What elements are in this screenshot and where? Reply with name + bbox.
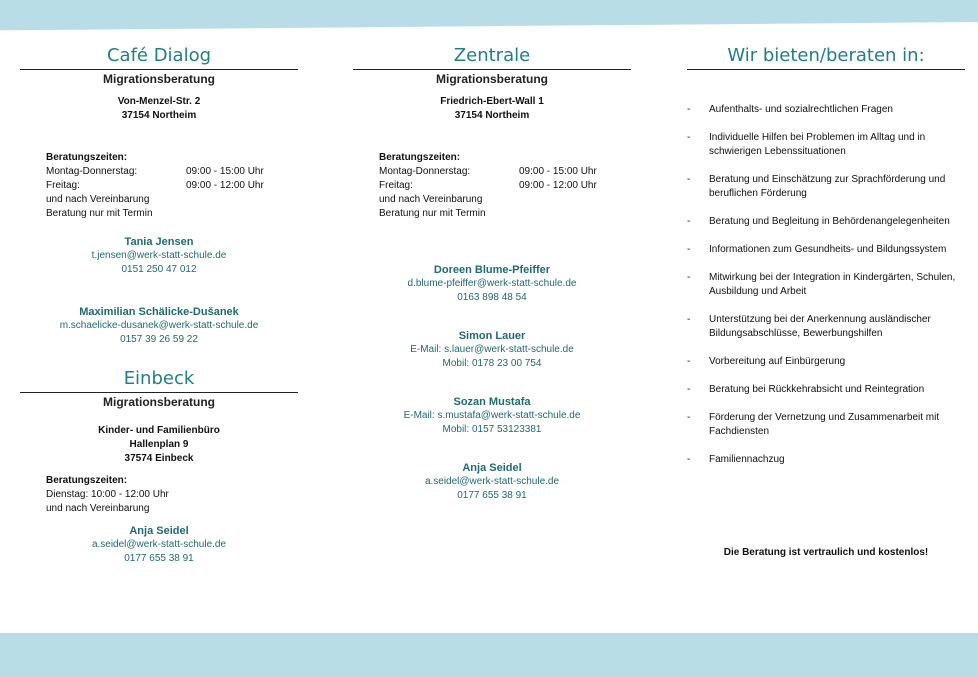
cafe-note: Beratung nur mit Termin [46, 208, 153, 219]
contact-card [353, 329, 631, 371]
cafe-title: Café Dialog [106, 45, 212, 66]
closing-note: Die Beratung ist vertraulich und kostenlos! [723, 547, 929, 558]
offers-title: Wir bieten/beraten in: [727, 45, 925, 66]
bottom-band [0, 633, 978, 677]
contact-name: Maximilian Schälicke-Dušanek [79, 306, 239, 318]
zentrale-note: und nach Vereinbarung [379, 194, 483, 205]
list-item: - Aufenthalts- und sozialrechtlichen Fragen [687, 103, 965, 117]
contact-card [20, 305, 298, 347]
einbeck-subtitle: Migrationsberatung [102, 395, 215, 409]
cafe-note: und nach Vereinbarung [46, 194, 150, 205]
offers-list [687, 103, 965, 467]
contact-card [20, 235, 298, 277]
contact-name: Anja Seidel [462, 462, 522, 474]
list-item: - Familiennachzug [687, 453, 965, 467]
einbeck-org: Kinder- und Familienbüro [98, 425, 220, 436]
list-item: - Mitwirkung bei der Integration in Kindergärten, Schulen, Ausbildung und Arbeit [687, 271, 965, 299]
zentrale-city: 37154 Northeim [454, 110, 530, 121]
zentrale-street: Friedrich-Ebert-Wall 1 [440, 96, 544, 107]
zentrale-hours-day: Freitag: [379, 180, 413, 191]
contact-phone[interactable]: 0163 898 48 54 [457, 292, 527, 303]
contact-name: Simon Lauer [458, 330, 526, 342]
einbeck-hours-label: Beratungszeiten: [46, 475, 128, 486]
einbeck-divider [20, 392, 298, 393]
zentrale-subtitle: Migrationsberatung [435, 72, 548, 86]
einbeck-hours [20, 474, 298, 516]
contact-name: Doreen Blume-Pfeiffer [433, 264, 551, 276]
contact-email[interactable]: a.seidel@werk-statt-schule.de [91, 539, 227, 550]
contact-phone[interactable]: 0177 655 38 91 [457, 490, 527, 501]
contact-card [353, 263, 631, 305]
contact-card [353, 395, 631, 437]
contact-name: Tania Jensen [124, 236, 194, 248]
cafe-divider [20, 69, 298, 70]
cafe-hours [20, 151, 298, 221]
zentrale-hours [353, 151, 631, 221]
contact-email[interactable]: t.jensen@werk-statt-schule.de [91, 250, 227, 261]
zentrale-note: Beratung nur mit Termin [379, 208, 486, 219]
zentrale-hours-label: Beratungszeiten: [379, 152, 461, 163]
list-item: - Beratung bei Rückkehrabsicht und Reintegration [687, 383, 965, 397]
einbeck-city: 37574 Einbeck [124, 453, 194, 464]
contact-email[interactable]: a.seidel@werk-statt-schule.de [424, 476, 560, 487]
cafe-city: 37154 Northeim [121, 110, 197, 121]
einbeck-title: Einbeck [123, 368, 195, 389]
einbeck-hours-line: Dienstag: 10:00 - 12:00 Uhr [46, 489, 169, 500]
column-cafe-dialog [20, 44, 298, 566]
cafe-hours-time: 09:00 - 15:00 Uhr [186, 166, 264, 177]
list-item: - Beratung und Einschätzung zur Sprachförderung und beruflichen Förderung [687, 173, 965, 201]
cafe-subtitle: Migrationsberatung [102, 72, 215, 86]
contact-phone[interactable]: 0151 250 47 012 [121, 264, 197, 275]
contact-name: Sozan Mustafa [453, 396, 531, 408]
zentrale-hours-time: 09:00 - 15:00 Uhr [519, 166, 597, 177]
zentrale-divider [353, 69, 631, 70]
contact-phone[interactable]: 0177 655 38 91 [124, 553, 194, 564]
cafe-hours-label: Beratungszeiten: [46, 152, 128, 163]
contact-name: Anja Seidel [129, 525, 189, 537]
contact-card [20, 524, 298, 566]
cafe-hours-day: Montag-Donnerstag: [46, 166, 138, 177]
contact-email[interactable]: E-Mail: s.lauer@werk-statt-schule.de [410, 344, 574, 355]
list-item: - Unterstützung bei der Anerkennung ausländischer Bildungsabschlüsse, Bewerbungshilfen [687, 313, 965, 341]
contact-phone[interactable]: 0157 39 26 59 22 [120, 334, 198, 345]
zentrale-hours-day: Montag-Donnerstag: [379, 166, 471, 177]
zentrale-title: Zentrale [453, 45, 531, 66]
offers-divider [687, 69, 965, 70]
contact-phone[interactable]: Mobil: 0178 23 00 754 [442, 358, 542, 369]
cafe-street: Von-Menzel-Str. 2 [117, 96, 201, 107]
contact-phone[interactable]: Mobil: 0157 53123381 [442, 424, 542, 435]
contact-email[interactable]: d.blume-pfeiffer@werk-statt-schule.de [407, 278, 577, 289]
zentrale-hours-time: 09:00 - 12:00 Uhr [519, 180, 597, 191]
column-offers [687, 44, 965, 558]
list-item: - Beratung und Begleitung in Behördenangelegenheiten [687, 215, 965, 229]
einbeck-street: Hallenplan 9 [129, 439, 189, 450]
contact-email[interactable]: m.schaelicke-dusanek@werk-statt-schule.de [59, 320, 259, 331]
cafe-hours-time: 09:00 - 12:00 Uhr [186, 180, 264, 191]
cafe-hours-day: Freitag: [46, 180, 80, 191]
list-item: - Informationen zum Gesundheits- und Bildungssystem [687, 243, 965, 257]
column-zentrale [353, 44, 631, 503]
contact-email[interactable]: E-Mail: s.mustafa@werk-statt-schule.de [403, 410, 581, 421]
einbeck-note: und nach Vereinbarung [46, 503, 150, 514]
list-item: - Förderung der Vernetzung und Zusammenarbeit mit Fachdiensten [687, 411, 965, 439]
contact-card [353, 461, 631, 503]
list-item: - Vorbereitung auf Einbürgerung [687, 355, 965, 369]
list-item: - Individuelle Hilfen bei Problemen im Alltag und in schwierigen Lebenssituationen [687, 131, 965, 159]
